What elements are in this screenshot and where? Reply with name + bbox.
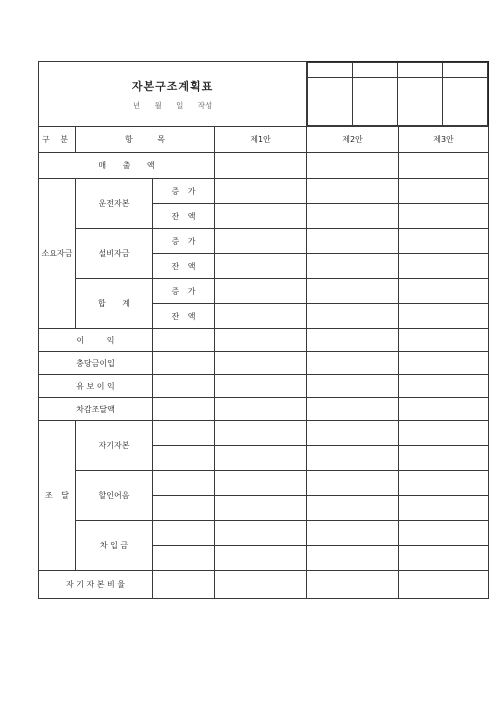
data-cell[interactable] bbox=[153, 421, 215, 446]
row-equity-ratio-label: 자 기 자 본 비 율 bbox=[39, 571, 153, 599]
data-cell[interactable] bbox=[307, 179, 399, 204]
data-cell[interactable] bbox=[307, 546, 399, 571]
header-plan1: 제1안 bbox=[215, 127, 307, 153]
data-cell[interactable] bbox=[307, 229, 399, 254]
data-cell[interactable] bbox=[215, 446, 307, 471]
data-cell[interactable] bbox=[399, 521, 489, 546]
data-cell[interactable] bbox=[153, 546, 215, 571]
data-cell[interactable] bbox=[399, 546, 489, 571]
data-cell[interactable] bbox=[399, 204, 489, 229]
capital-structure-plan-form bbox=[38, 61, 488, 606]
row-depreciation-reserve-label: 충당금이입 bbox=[39, 352, 153, 375]
data-cell[interactable] bbox=[215, 571, 307, 599]
data-cell[interactable] bbox=[307, 375, 399, 398]
data-cell[interactable] bbox=[215, 375, 307, 398]
data-cell[interactable] bbox=[215, 496, 307, 521]
data-cell[interactable] bbox=[307, 421, 399, 446]
data-cell[interactable] bbox=[399, 279, 489, 304]
data-cell[interactable] bbox=[399, 329, 489, 352]
data-cell[interactable] bbox=[307, 398, 399, 421]
data-cell[interactable] bbox=[215, 229, 307, 254]
data-cell[interactable] bbox=[153, 446, 215, 471]
header-plan3: 제3안 bbox=[399, 127, 489, 153]
data-cell[interactable] bbox=[153, 352, 215, 375]
data-cell[interactable] bbox=[307, 521, 399, 546]
row-balance-label: 잔 액 bbox=[153, 304, 215, 329]
document-subtitle: 년 월 일 작성 bbox=[132, 100, 213, 110]
row-borrowings-label: 차 입 금 bbox=[76, 521, 153, 571]
title-block bbox=[39, 62, 307, 127]
header-plan2: 제2안 bbox=[307, 127, 399, 153]
row-profit-label: 이 익 bbox=[39, 329, 153, 352]
data-cell[interactable] bbox=[215, 153, 307, 179]
data-cell[interactable] bbox=[307, 496, 399, 521]
approval-cell[interactable] bbox=[308, 63, 353, 78]
data-cell[interactable] bbox=[153, 471, 215, 496]
data-cell[interactable] bbox=[399, 471, 489, 496]
data-cell[interactable] bbox=[399, 304, 489, 329]
data-cell[interactable] bbox=[399, 496, 489, 521]
data-cell[interactable] bbox=[215, 179, 307, 204]
data-cell[interactable] bbox=[153, 398, 215, 421]
data-cell[interactable] bbox=[307, 279, 399, 304]
data-cell[interactable] bbox=[215, 329, 307, 352]
data-cell[interactable] bbox=[399, 179, 489, 204]
approval-cell[interactable] bbox=[443, 78, 488, 126]
data-cell[interactable] bbox=[153, 521, 215, 546]
row-balance-label: 잔 액 bbox=[153, 254, 215, 279]
row-total-label: 합 계 bbox=[76, 279, 153, 329]
approval-box bbox=[307, 62, 489, 127]
approval-cell[interactable] bbox=[308, 78, 353, 126]
data-cell[interactable] bbox=[399, 446, 489, 471]
row-equity-capital-label: 자기자본 bbox=[76, 421, 153, 471]
data-cell[interactable] bbox=[399, 375, 489, 398]
row-equipment-funds-label: 설비자금 bbox=[76, 229, 153, 279]
data-cell[interactable] bbox=[399, 254, 489, 279]
data-cell[interactable] bbox=[153, 571, 215, 599]
data-cell[interactable] bbox=[153, 375, 215, 398]
row-balance-label: 잔 액 bbox=[153, 204, 215, 229]
row-retained-earnings-label: 유 보 이 익 bbox=[39, 375, 153, 398]
data-cell[interactable] bbox=[307, 446, 399, 471]
data-cell[interactable] bbox=[215, 204, 307, 229]
data-cell[interactable] bbox=[399, 398, 489, 421]
data-cell[interactable] bbox=[307, 204, 399, 229]
data-cell[interactable] bbox=[399, 352, 489, 375]
data-cell[interactable] bbox=[307, 352, 399, 375]
row-increase-label: 증 가 bbox=[153, 279, 215, 304]
row-difference-procurement-label: 차감조달액 bbox=[39, 398, 153, 421]
data-cell[interactable] bbox=[215, 254, 307, 279]
data-cell[interactable] bbox=[399, 571, 489, 599]
data-cell[interactable] bbox=[153, 496, 215, 521]
form-table bbox=[38, 61, 489, 599]
row-increase-label: 증 가 bbox=[153, 229, 215, 254]
data-cell[interactable] bbox=[215, 521, 307, 546]
approval-cell[interactable] bbox=[353, 78, 398, 126]
row-discounted-bills-label: 할인어음 bbox=[76, 471, 153, 521]
data-cell[interactable] bbox=[307, 471, 399, 496]
data-cell[interactable] bbox=[153, 329, 215, 352]
approval-grid bbox=[307, 62, 488, 126]
data-cell[interactable] bbox=[307, 153, 399, 179]
data-cell[interactable] bbox=[399, 229, 489, 254]
approval-cell[interactable] bbox=[443, 63, 488, 78]
approval-cell[interactable] bbox=[398, 63, 443, 78]
data-cell[interactable] bbox=[215, 279, 307, 304]
data-cell[interactable] bbox=[215, 421, 307, 446]
data-cell[interactable] bbox=[399, 421, 489, 446]
row-procurement-label: 조 달 bbox=[39, 421, 76, 571]
row-increase-label: 증 가 bbox=[153, 179, 215, 204]
data-cell[interactable] bbox=[215, 398, 307, 421]
data-cell[interactable] bbox=[307, 254, 399, 279]
approval-cell[interactable] bbox=[398, 78, 443, 126]
data-cell[interactable] bbox=[307, 571, 399, 599]
header-item: 항 목 bbox=[76, 127, 215, 153]
approval-cell[interactable] bbox=[353, 63, 398, 78]
data-cell[interactable] bbox=[215, 352, 307, 375]
data-cell[interactable] bbox=[215, 304, 307, 329]
data-cell[interactable] bbox=[215, 546, 307, 571]
row-sales-label: 매 출 액 bbox=[39, 153, 215, 179]
data-cell[interactable] bbox=[307, 304, 399, 329]
data-cell[interactable] bbox=[399, 153, 489, 179]
row-required-funds-label: 소요자금 bbox=[39, 179, 76, 329]
document-title: 자본구조계획표 bbox=[131, 79, 214, 93]
data-cell[interactable] bbox=[215, 471, 307, 496]
header-category: 구 분 bbox=[39, 127, 76, 153]
data-cell[interactable] bbox=[307, 329, 399, 352]
row-working-capital-label: 운전자본 bbox=[76, 179, 153, 229]
